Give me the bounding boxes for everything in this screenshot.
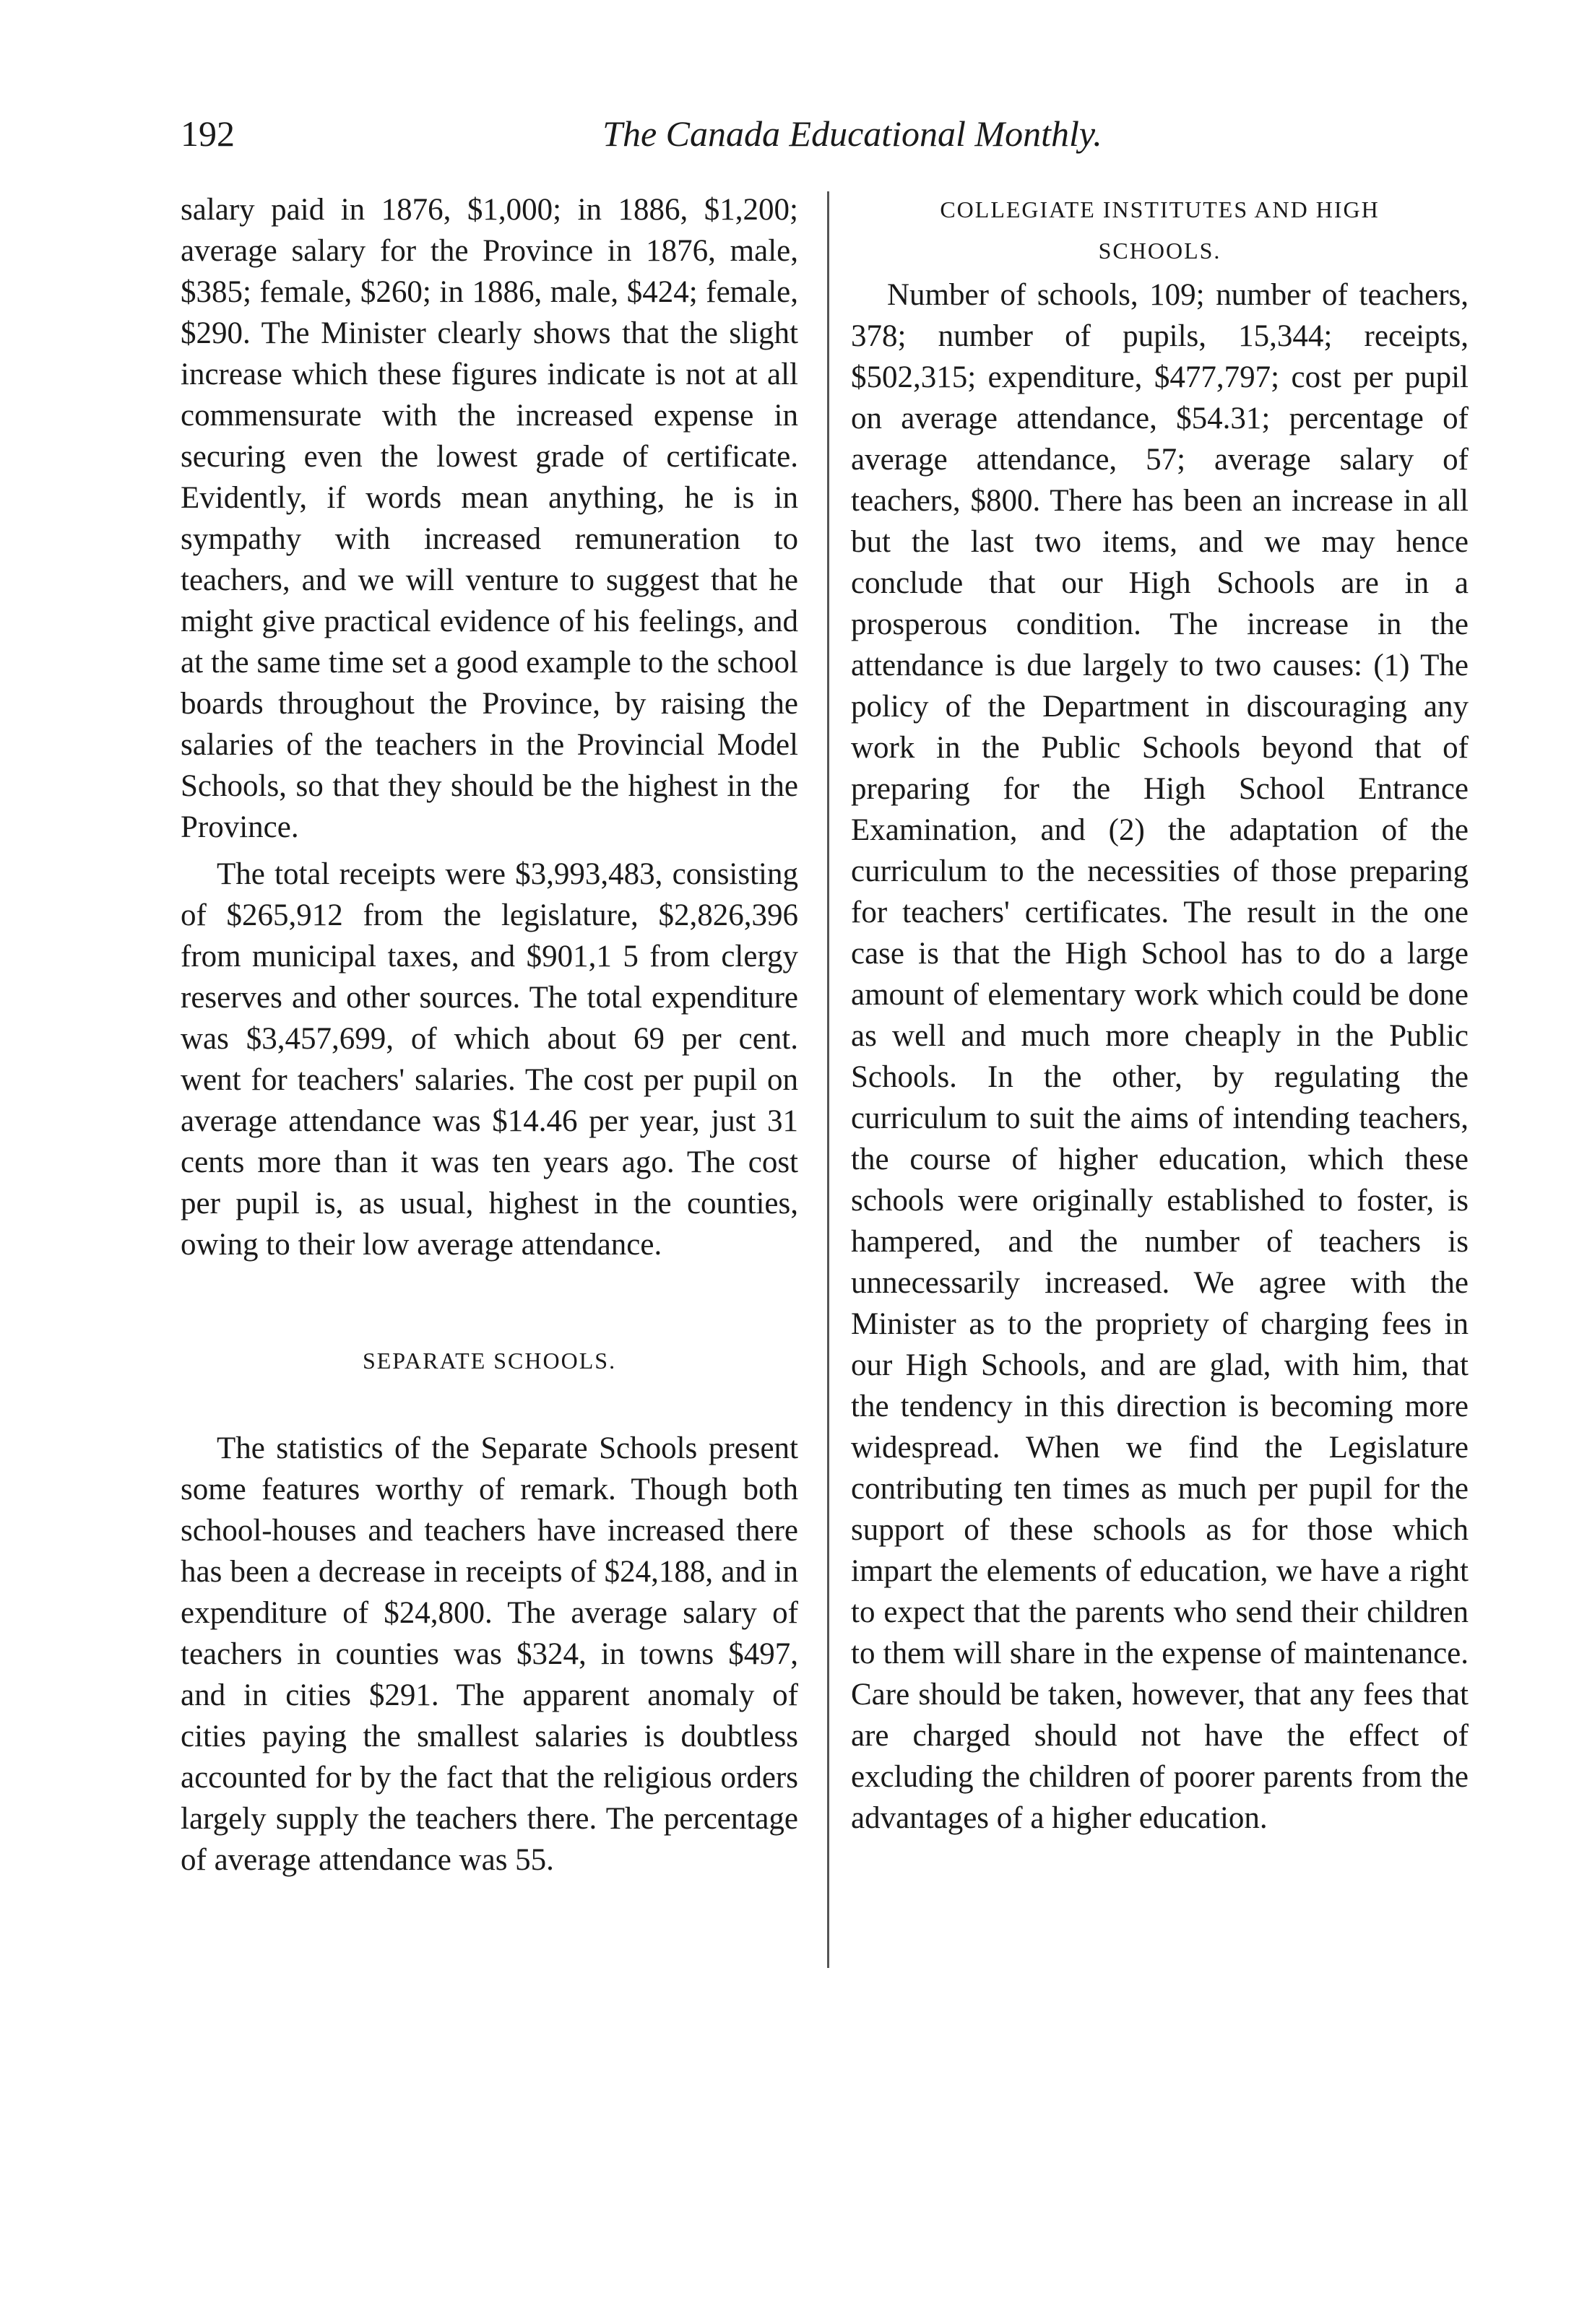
- right-column: [851, 189, 1469, 1839]
- section-heading-collegiate-institutes: COLLEGIATE INSTITUTES AND HIGH SCHOOLS.: [940, 196, 1380, 264]
- left-column: [181, 189, 798, 1881]
- paragraph-salaries: salary paid in 1876, $1,000; in 1886, $1,200; average salary for the Province in 1876, male, $385; female, $260; in 1886, male, $424; female, $290. The Minister clearly shows that the slight increase which these figures indicate is not at all commensurate with the increased expense in securing even the lowest grade of certificate. Evidently, if words mean anything, he is in sympathy with increased remuneration to teachers, and we will venture to suggest that he might give practical evidence of his feelings, and at the same time set a good example to the school boards throughout the Province, by raising the salaries of the teachers in the Provincial Model Schools, so that they should be the highest in the Province.: [181, 193, 798, 844]
- paragraph-separate-schools: The statistics of the Separate Schools present some features worthy of remark. Though both school-houses and teachers have increased there has been a decrease in receipts of $24,188, and in expenditure of $24,800. The average salary of teachers in counties was $324, in towns $497, and in cities $291. The apparent anomaly of cities paying the smallest salaries is doubtless accounted for by the fact that the religious orders largely supply the teachers there. The percentage of average attendance was 55.: [181, 1431, 798, 1877]
- paragraph-high-schools: Number of schools, 109; number of teachers, 378; number of pupils, 15,344; receipts, $502,315; expenditure, $477,797; cost per pupil on average attendance, $54.31; percentage of average attendance, 57; average salary of teachers, $800. There has been an increase in all but the last two items, and we may hence conclude that our High Schools are in a prosperous condition. The increase in the attendance is due largely to two causes: (1) The policy of the Department in discouraging any work in the Public Schools beyond that of preparing for the High School Entrance Examination, and (2) the adaptation of the curriculum to the necessities of those preparing for teachers' certificates. The result in the one case is that the High School has to do a large amount of elementary work which could be done as well and much more cheaply in the Public Schools. In the other, by regulating the curriculum to suit the aims of intending teachers, the course of higher education, which these schools were originally established to foster, is hampered, and the number of teachers is unnecessarily increased. We agree with the Minister as to the propriety of charging fees in our High Schools, and are glad, with him, that the tendency in this direction is becoming more widespread. When we find the Legislature contributing ten times as much per pupil for the support of these schools as for those which impart the elements of education, we have a right to expect that the parents who send their children to them will share in the expense of maintenance. Care should be taken, however, that any fees that are charged should not have the effect of excluding the children of poorer parents from the advantages of a higher education.: [851, 278, 1469, 1835]
- section-heading-separate-schools: SEPARATE SCHOOLS.: [362, 1348, 617, 1374]
- running-title: The Canada Educational Monthly.: [602, 113, 1102, 154]
- column-divider: [827, 191, 829, 1968]
- page-number: 192: [181, 113, 235, 154]
- paragraph-receipts: The total receipts were $3,993,483, consisting of $265,912 from the legislature, $2,826,396 from municipal taxes, and $901,1 5 from clergy reserves and other sources. The total expenditure was $3,457,699, of which about 69 per cent. went for teachers' salaries. The cost per pupil on average attendance was $14.46 per year, just 31 cents more than it was ten years ago. The cost per pupil is, as usual, highest in the counties, owing to their low average attendance.: [181, 857, 798, 1262]
- page-header: [181, 108, 1423, 159]
